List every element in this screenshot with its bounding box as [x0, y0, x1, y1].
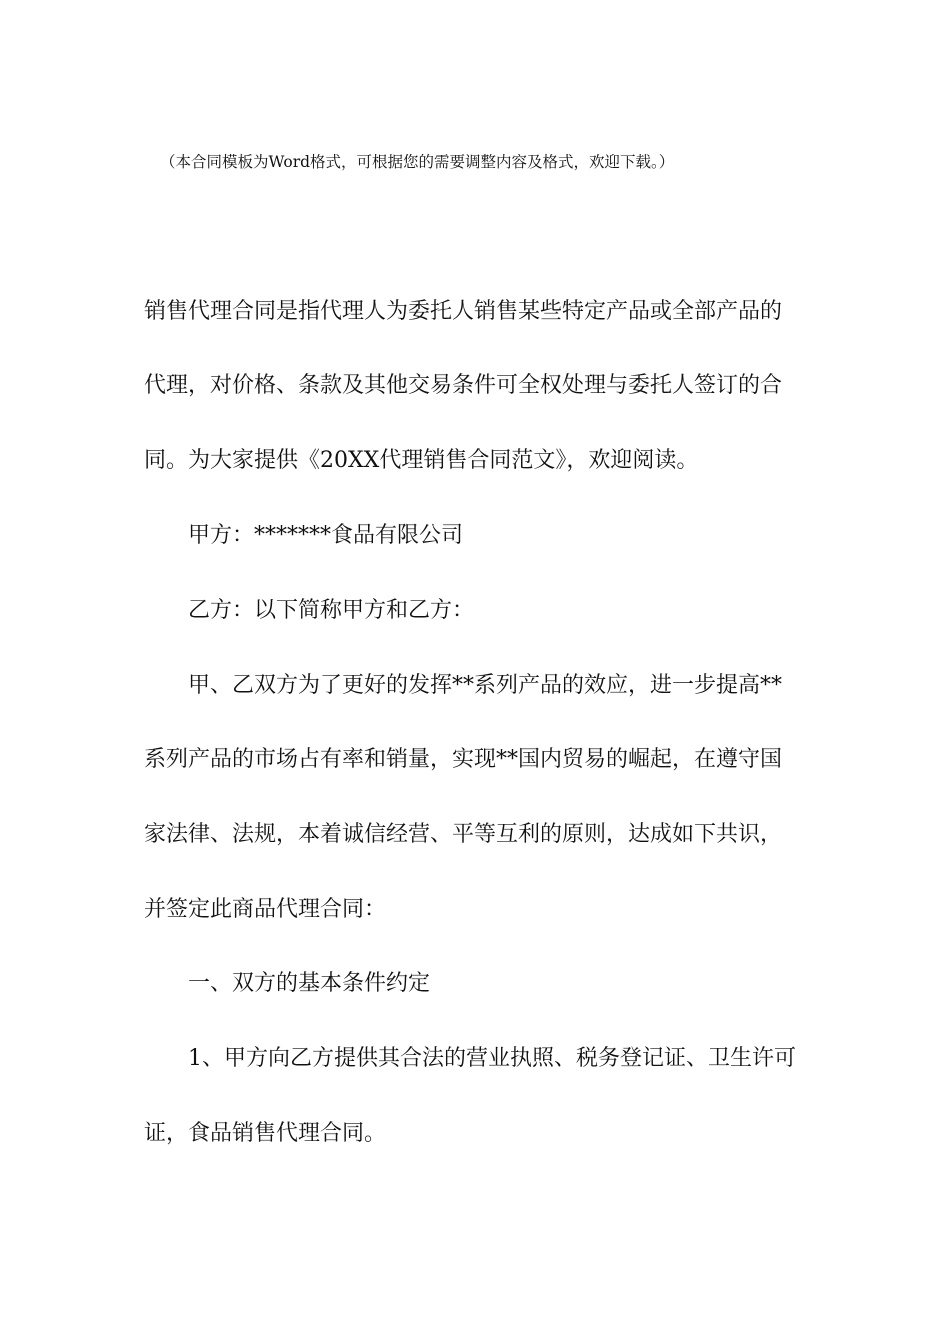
paragraph-line: 销售代理合同是指代理人为委托人销售某些特定产品或全部产品的 — [144, 299, 783, 324]
template-note: （本合同模板为Word格式，可根据您的需要调整内容及格式，欢迎下载。） — [160, 153, 675, 171]
paragraph-line: 同。为大家提供《20XX代理销售合同范文》，欢迎阅读。 — [144, 448, 699, 473]
paragraph-line: 证，食品销售代理合同。 — [144, 1121, 387, 1146]
paragraph-line: 1、甲方向乙方提供其合法的营业执照、税务登记证、卫生许可 — [188, 1046, 796, 1071]
paragraph-line: 并签定此商品代理合同： — [144, 897, 387, 922]
paragraph-line: 代理，对价格、条款及其他交易条件可全权处理与委托人签订的合 — [144, 373, 783, 398]
section-heading: 一、双方的基本条件约定 — [188, 971, 431, 996]
paragraph-line: 家法律、法规，本着诚信经营、平等互利的原则，达成如下共识， — [144, 822, 783, 847]
paragraph-line: 甲、乙双方为了更好的发挥**系列产品的效应，进一步提高** — [188, 673, 783, 698]
party-b-line: 乙方：以下简称甲方和乙方： — [188, 598, 475, 623]
party-a-line: 甲方：*******食品有限公司 — [188, 523, 464, 548]
paragraph-line: 系列产品的市场占有率和销量，实现**国内贸易的崛起，在遵守国 — [144, 747, 783, 772]
